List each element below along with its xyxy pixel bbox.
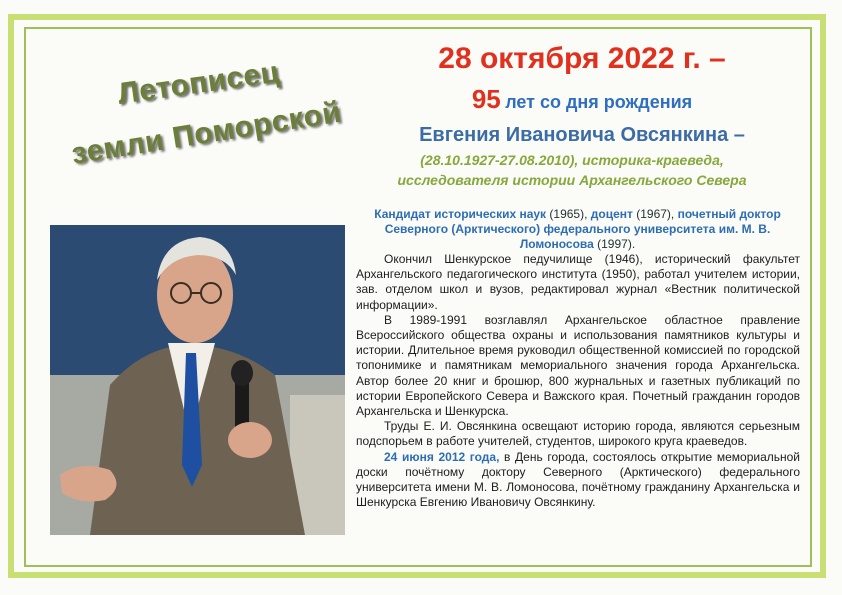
person-description: исследователя истории Архангельского Севера — [397, 172, 747, 188]
anniversary-number: 95 — [471, 84, 501, 114]
docent-year: (1967), — [632, 207, 678, 221]
anniversary-line — [372, 84, 792, 115]
person-name: Евгения Ивановича Овсянкина – — [419, 124, 745, 146]
memorial-text: в День города, состоялось открытие мемориальной доски почётному доктору Северного (Арктического) федерального университета имени М. В. Ломоносова, почётному гражданину Архангельска и Шенкурска Евгению Ивановичу Овсянкину. — [356, 449, 801, 510]
biography-text — [356, 252, 800, 510]
life-dates: (28.10.1927-27.08.2010), историка-краеведа, — [420, 152, 724, 168]
honorary-doctor: почетный доктор Северного (Арктического) федерального университета им. М. В. Ломоносова — [384, 207, 781, 251]
event-date: 28 октября 2022 г. – — [438, 42, 726, 75]
portrait-photo — [50, 225, 345, 535]
slogan-line-1: Летописец — [115, 55, 282, 111]
biography-paragraph-3: Труды Е. И. Овсянкина освещают историю города, являются серьезным подспорьем в работе учителей, студентов, широкого круга краеведов. — [356, 419, 800, 449]
slogan-line-2: земли Поморской — [69, 95, 344, 171]
candidate-year: (1965), — [546, 207, 591, 221]
memorial-date: 24 июня 2012 года, — [384, 449, 500, 464]
biography-paragraph-4 — [356, 450, 800, 511]
honorary-year: (1997). — [593, 237, 636, 251]
anniversary-text: лет со дня рождения — [505, 92, 693, 112]
candidate-degree: Кандидат исторических наук — [374, 207, 547, 221]
academic-degrees — [355, 207, 800, 252]
biography-paragraph-1: Окончил Шенкурское педучилище (1946), исторический факультет Архангельского педагогического института (1950), работал учителем истории, зав. отделом школ и вузов, редактировал журнал «Вестник политической информации». — [356, 252, 800, 312]
biography-paragraph-2: В 1989-1991 возглавлял Архангельское областное правление Всероссийского общества охраны и использования памятников культуры и истории. Длительное время руководил общественной комиссией по городской топонимике и памятникам мемориального значения города Архангельска. Автор более 20 книг и брошюр, 800 журнальных и газетных публикаций по истории Европейского Севера и Важского края. Почетный гражданин городов Архангельска и Шенкурска. — [356, 312, 800, 419]
docent-title: доцент — [590, 207, 633, 221]
